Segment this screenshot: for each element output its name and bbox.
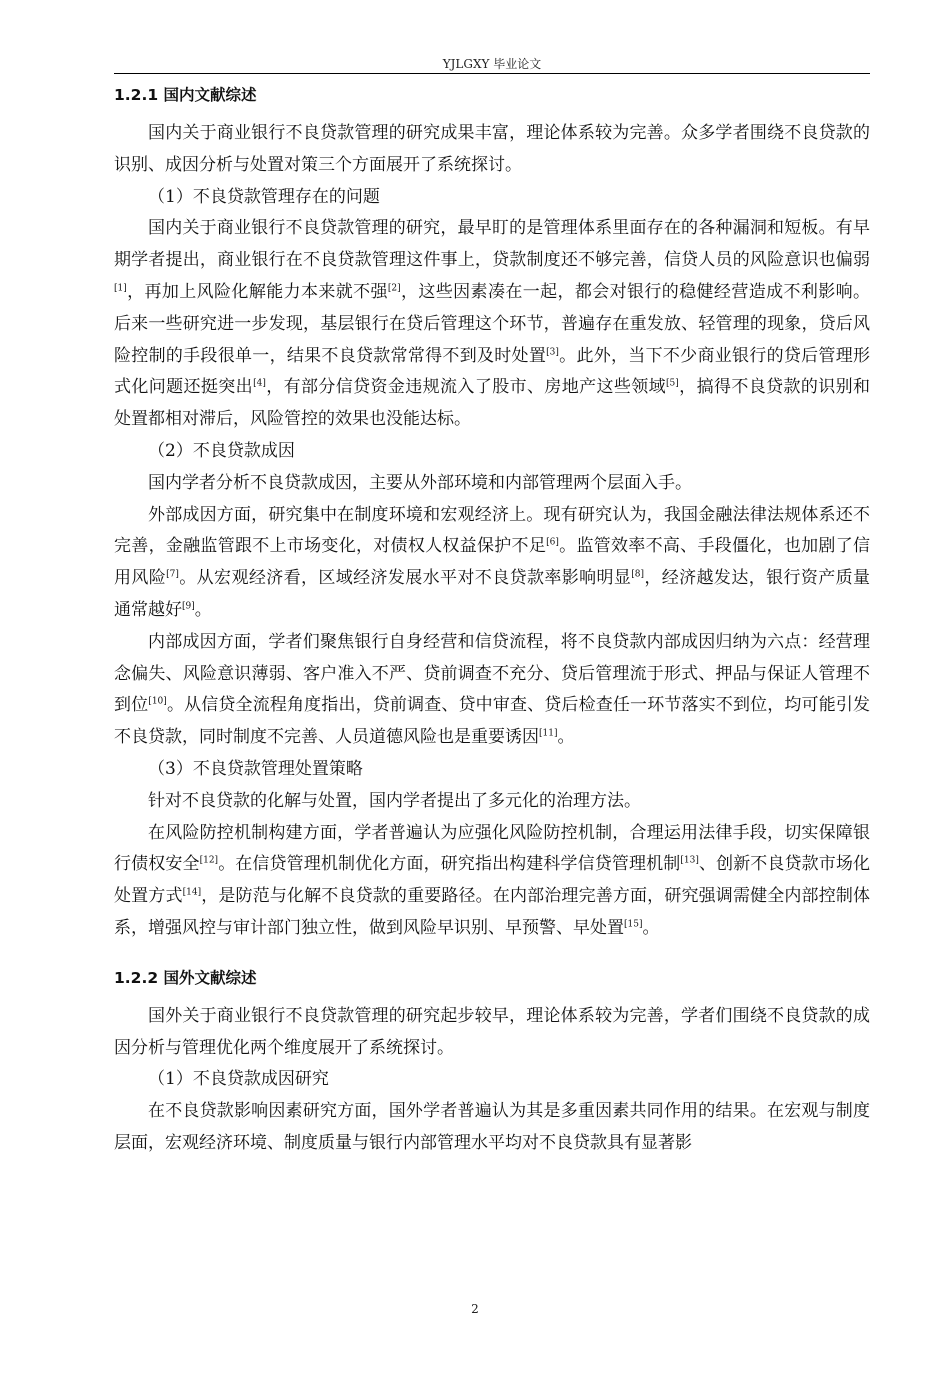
subheading: （1）不良贷款成因研究	[148, 1069, 329, 1090]
paragraph: 在不良贷款影响因素研究方面，国外学者普遍认为其是多重因素共同作用的结果。在宏观与制度层面，宏观经济环境、制度质量与银行内部管理水平均对不良贷款具有显著影	[114, 1101, 870, 1153]
citation-ref: [3]	[546, 346, 559, 357]
citation-ref: [5]	[666, 378, 679, 389]
text-run: 。	[642, 917, 660, 938]
citation-ref: [13]	[680, 855, 699, 866]
citation-ref: [9]	[182, 601, 195, 612]
text-run: ，这些因素凑在一起，都会对银行的稳健经营造成不利影响。后来一些研究进一步发现，基层银行在贷后管理这个环节，普遍存在重发放、轻管理的现象，贷后风险控制的手段很单一，结果不良贷款常常得不到及时处置	[114, 281, 870, 366]
paragraph: 国内学者分析不良贷款成因，主要从外部环境和内部管理两个层面入手。	[148, 472, 692, 493]
text-run: 国内关于商业银行不良贷款管理的研究，最早盯的是管理体系里面存在的各种漏洞和短板。有早期学者提出，商业银行在不良贷款管理这件事上，贷款制度还不够完善，信贷人员的风险意识也偏弱	[114, 218, 870, 271]
subheading: （1）不良贷款管理存在的问题	[148, 186, 380, 207]
paragraph: 针对不良贷款的化解与处置，国内学者提出了多元化的治理方法。	[148, 790, 641, 811]
text-run: ，搞得不良贷款的识别和处置都相对滞后，风险管控的效果也没能达标。	[114, 377, 871, 430]
section-heading: 1.2.2 国外文献综述	[114, 968, 257, 987]
citation-ref: [11]	[539, 728, 558, 739]
text-run: 。从宏观经济看，区域经济发展水平对不良贷款率影响明显	[178, 568, 632, 589]
text-run: 。监管效率不高、手段僵化，也加剧了信用风险	[114, 536, 871, 589]
text-run: 。从信贷全流程角度指出，贷前调查、贷中审查、贷后检查任一环节落实不到位，均可能引发不良贷款，同时制度不完善、人员道德风险也是重要诱因	[114, 695, 871, 748]
text-run: 、创新不良贷款市场化处置方式	[114, 854, 871, 907]
text-run: 外部成因方面，研究集中在制度环境和宏观经济上。现有研究认为，我国金融法律法规体系还不完善，金融监管跟不上市场变化，对债权人权益保护不足	[114, 504, 870, 557]
paragraph: 国外关于商业银行不良贷款管理的研究起步较早，理论体系较为完善，学者们围绕不良贷款的成因分析与管理优化两个维度展开了系统探讨。	[114, 1005, 870, 1058]
text-run: 。	[557, 727, 575, 748]
subheading: （3）不良贷款管理处置策略	[148, 758, 363, 779]
citation-ref: [7]	[166, 569, 179, 580]
paragraph	[114, 213, 870, 436]
citation-ref: [14]	[182, 887, 202, 898]
header-text: YJLGXY 毕业论文	[442, 57, 542, 71]
page-body	[114, 84, 870, 1160]
subheading: （2）不良贷款成因	[148, 440, 295, 461]
text-run: ，经济越发达，银行资产质量通常越好	[114, 568, 871, 620]
text-run: 。在信贷管理机制优化方面，研究指出构建科学信贷管理机制	[218, 854, 681, 875]
paragraph	[114, 500, 870, 627]
paragraph: 国内关于商业银行不良贷款管理的研究成果丰富，理论体系较为完善。众多学者围绕不良贷款的识别、成因分析与处置对策三个方面展开了系统探讨。	[114, 123, 870, 175]
text-run: 在风险防控机制构建方面，学者普遍认为应强化风险防控机制，合理运用法律手段，切实保障银行债权安全	[114, 822, 870, 875]
text-run: ，有部分信贷资金违规流入了股市、房地产这些领域	[265, 377, 667, 398]
citation-ref: [1]	[114, 283, 127, 294]
text-run: 。此外，当下不少商业银行的贷后管理形式化问题还挺突出	[114, 345, 871, 398]
text-run: 内部成因方面，学者们聚焦银行自身经营和信贷流程，将不良贷款内部成因归纳为六点：经营理念偏失、风险意识薄弱、客户准入不严、贷前调查不充分、贷后管理流于形式、押品与保证人管理不到位	[114, 631, 870, 716]
paragraph	[114, 627, 870, 754]
citation-ref: [8]	[631, 569, 645, 580]
text-run: ，是防范与化解不良贷款的重要路径。在内部治理完善方面，研究强调需健全内部控制体系，增强风控与审计部门独立性，做到风险早识别、早预警、早处置	[114, 886, 871, 938]
page-number: 2	[471, 1302, 479, 1316]
citation-ref: [15]	[624, 919, 643, 930]
section-heading: 1.2.1 国内文献综述	[114, 86, 257, 104]
text-run: ，再加上风险化解能力本来就不强	[126, 281, 388, 302]
citation-ref: [2]	[387, 283, 401, 294]
citation-ref: [10]	[148, 696, 167, 707]
citation-ref: [4]	[253, 378, 266, 389]
running-header	[114, 57, 870, 74]
citation-ref: [12]	[199, 855, 219, 866]
paragraph	[114, 818, 870, 945]
text-run: 。	[194, 599, 212, 620]
citation-ref: [6]	[546, 537, 559, 548]
